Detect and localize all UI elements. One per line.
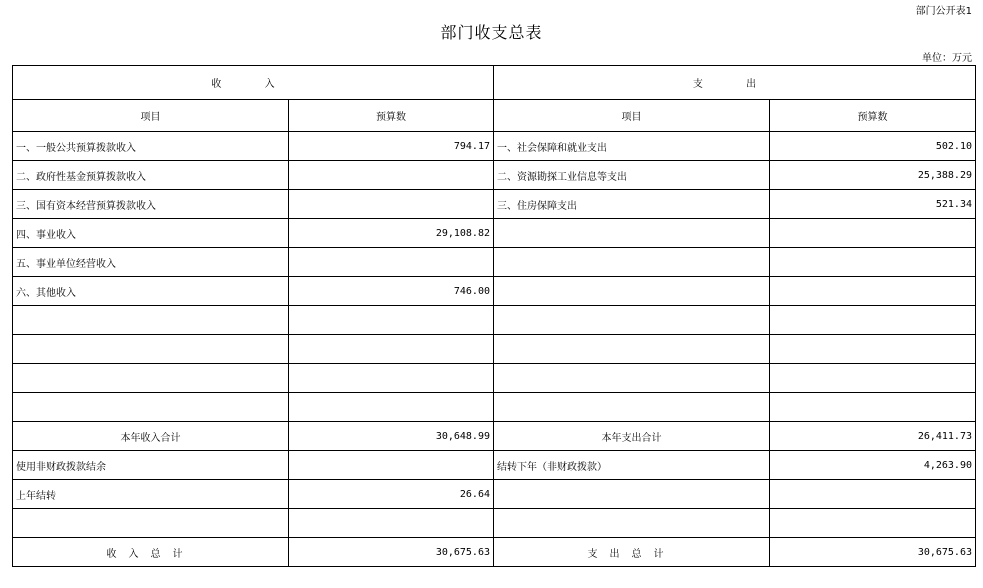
income-item-header: 项目: [13, 100, 289, 132]
table-row: [13, 190, 976, 219]
income-section-header: 收 入: [13, 66, 494, 100]
income-item-cell: 本年收入合计: [13, 422, 289, 451]
table-row: [13, 161, 976, 190]
column-header-row: [13, 100, 976, 132]
expense-item-cell: [494, 277, 770, 306]
income-item-cell: [13, 364, 289, 393]
expense-item-cell: [494, 306, 770, 335]
expense-item-cell: [494, 364, 770, 393]
expense-item-cell: [494, 248, 770, 277]
expense-item-cell: 三、住房保障支出: [494, 190, 770, 219]
expense-budget-cell: 26,411.73: [770, 422, 976, 451]
income-budget-cell: 30,648.99: [289, 422, 494, 451]
expense-item-cell: [494, 480, 770, 509]
income-budget-cell: [289, 248, 494, 277]
expense-budget-cell: 25,388.29: [770, 161, 976, 190]
table-row: [13, 306, 976, 335]
table-row: [13, 248, 976, 277]
income-item-cell: 二、政府性基金预算拨款收入: [13, 161, 289, 190]
expense-item-cell: [494, 509, 770, 538]
income-budget-cell: [289, 509, 494, 538]
expense-budget-cell: 502.10: [770, 132, 976, 161]
income-item-cell: 三、国有资本经营预算拨款收入: [13, 190, 289, 219]
table-row: [13, 277, 976, 306]
expense-item-cell: 结转下年（非财政拨款）: [494, 451, 770, 480]
expense-item-cell: 支出总计: [494, 538, 770, 567]
income-budget-cell: 26.64: [289, 480, 494, 509]
income-item-cell: [13, 393, 289, 422]
expense-section-header: 支 出: [494, 66, 976, 100]
page-title: 部门收支总表: [440, 23, 543, 42]
expense-item-cell: 一、社会保障和就业支出: [494, 132, 770, 161]
expense-item-header: 项目: [494, 100, 770, 132]
income-budget-header: 预算数: [289, 100, 494, 132]
expense-budget-cell: 30,675.63: [770, 538, 976, 567]
income-item-cell: 四、事业收入: [13, 219, 289, 248]
income-item-cell: 上年结转: [13, 480, 289, 509]
expense-budget-cell: [770, 335, 976, 364]
expense-budget-cell: 521.34: [770, 190, 976, 219]
income-budget-cell: [289, 451, 494, 480]
income-item-cell: 收入总计: [13, 538, 289, 567]
income-budget-cell: [289, 393, 494, 422]
table-row: [13, 364, 976, 393]
table-row: [13, 335, 976, 364]
income-item-cell: 五、事业单位经营收入: [13, 248, 289, 277]
income-budget-cell: [289, 190, 494, 219]
income-item-cell: [13, 306, 289, 335]
expense-budget-cell: [770, 306, 976, 335]
income-budget-cell: [289, 335, 494, 364]
expense-item-cell: [494, 393, 770, 422]
form-code: 部门公开表1: [915, 6, 972, 17]
budget-summary-table: [12, 65, 976, 567]
income-budget-cell: 29,108.82: [289, 219, 494, 248]
expense-budget-cell: [770, 219, 976, 248]
income-budget-cell: [289, 161, 494, 190]
table-row: [13, 393, 976, 422]
income-budget-cell: [289, 364, 494, 393]
expense-budget-cell: [770, 393, 976, 422]
grand-total-row: [13, 538, 976, 567]
expense-item-cell: 本年支出合计: [494, 422, 770, 451]
income-budget-cell: [289, 306, 494, 335]
income-budget-cell: 30,675.63: [289, 538, 494, 567]
expense-item-cell: [494, 219, 770, 248]
expense-budget-cell: [770, 509, 976, 538]
income-item-cell: [13, 509, 289, 538]
expense-budget-cell: 4,263.90: [770, 451, 976, 480]
income-item-cell: 使用非财政拨款结余: [13, 451, 289, 480]
expense-item-cell: [494, 335, 770, 364]
income-item-cell: [13, 335, 289, 364]
table-row: [13, 451, 976, 480]
expense-item-cell: 二、资源勘探工业信息等支出: [494, 161, 770, 190]
subtotal-row: [13, 422, 976, 451]
expense-budget-header: 预算数: [770, 100, 976, 132]
income-item-cell: 一、一般公共预算拨款收入: [13, 132, 289, 161]
table-row: [13, 132, 976, 161]
income-item-cell: 六、其他收入: [13, 277, 289, 306]
income-budget-cell: 746.00: [289, 277, 494, 306]
table-row: [13, 509, 976, 538]
table-row: [13, 219, 976, 248]
section-header-row: [13, 66, 976, 100]
unit-note: 单位：万元: [922, 53, 972, 64]
expense-budget-cell: [770, 277, 976, 306]
expense-budget-cell: [770, 480, 976, 509]
expense-budget-cell: [770, 248, 976, 277]
table-row: [13, 480, 976, 509]
income-budget-cell: 794.17: [289, 132, 494, 161]
expense-budget-cell: [770, 364, 976, 393]
